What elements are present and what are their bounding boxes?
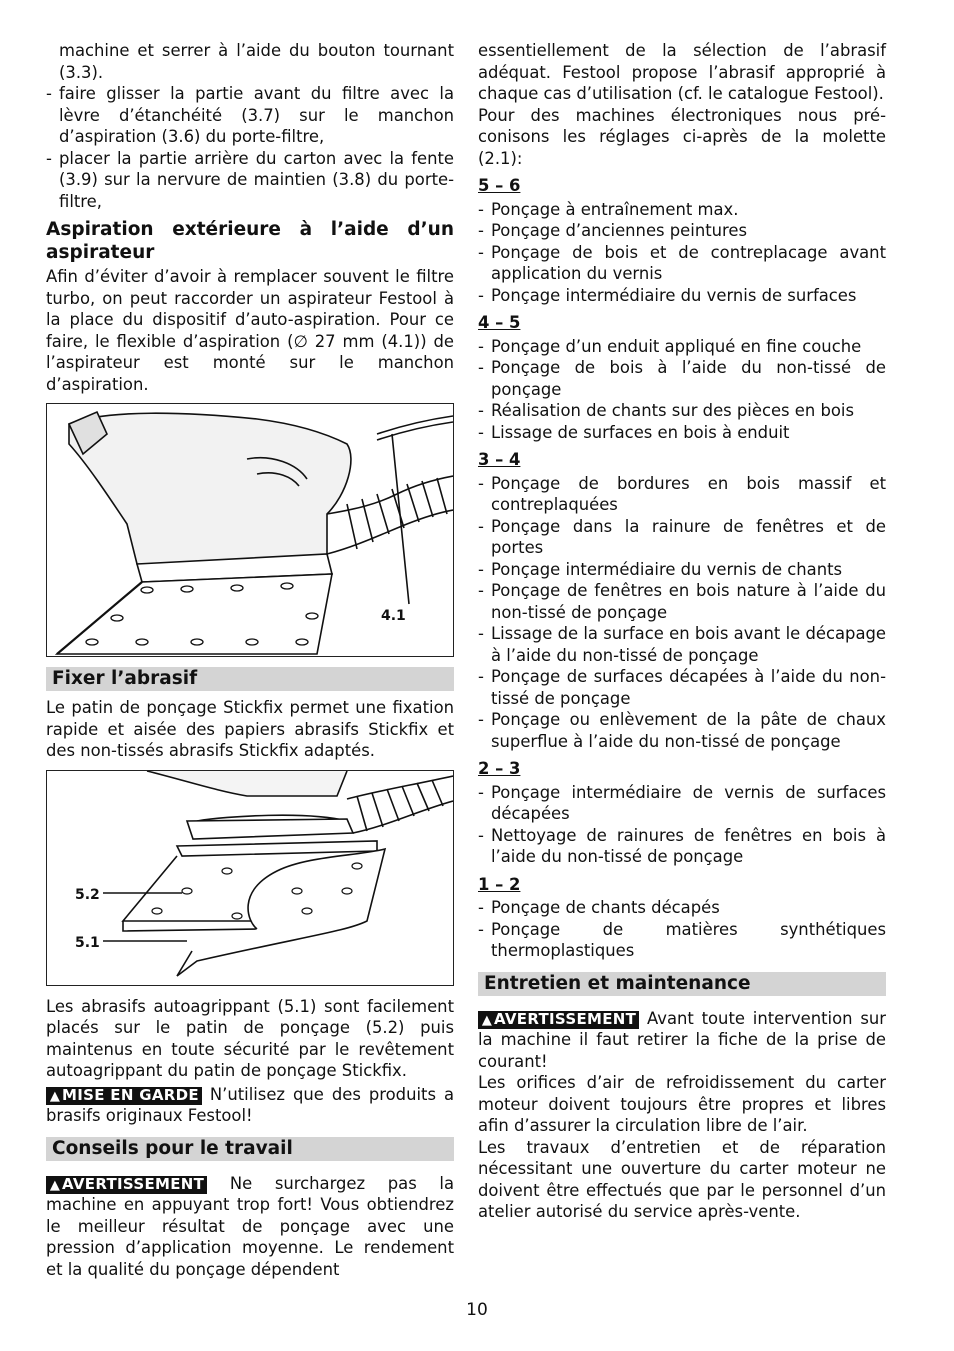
conseils-heading: Conseils pour le travail [46, 1137, 454, 1161]
aspiration-text: Afin d’éviter d’avoir à remplacer souvent le filtre turbo, on peut raccorder un aspirateur Festool à la place du dispositif d’auto-aspiration. Pour ce faire, le flexible d’aspiration (∅ 27 mm (4.1)) de l’aspirateur est monté sur le manchon d’aspiration. [46, 267, 454, 394]
list-item: - Ponçage ou enlèvement de la pâte de chaux superflue à l’aide du non-tissé de ponçage [478, 709, 886, 752]
left-column [46, 40, 454, 1280]
list-item: - Ponçage de matières synthétiques thermoplastiques [478, 919, 886, 962]
list-item: - Ponçage d’anciennes peintures [478, 220, 886, 242]
badge-label: MISE EN GARDE [62, 1085, 199, 1104]
warning-triangle-icon: ▲ [49, 1177, 61, 1193]
range-list [478, 897, 886, 962]
aspiration-heading: Aspiration extérieure à l’aide d’un aspirateur [46, 219, 454, 263]
avertissement-badge [46, 1176, 207, 1194]
range-list [478, 473, 886, 753]
range-label: 5 – 6 [478, 176, 521, 195]
range-label: 2 – 3 [478, 759, 521, 778]
list-item: - Ponçage de bois à l’aide du non-tissé de ponçage [478, 357, 886, 400]
list-item: - placer la partie arrière du carton avec la fente (3.9) sur la nervure de maintien (3.8) du porte-filtre, [46, 148, 454, 213]
range-list [478, 336, 886, 444]
page-number: 10 [466, 1300, 488, 1320]
range-label: 4 – 5 [478, 313, 521, 332]
callout-label-4-1: 4.1 [381, 608, 406, 624]
abrasifs-text: Les abrasifs autoagrippant (5.1) sont facilement placés sur le patin de ponçage (5.2) puis maintenus en toute sécurité par le revêtement autoagrippant du patin de ponçage Stickfix. [46, 996, 454, 1080]
entretien-warning-text: Avant toute intervention sur la machine il faut retirer la fiche de la prise de courant! [478, 1008, 886, 1071]
list-item: - Ponçage à entraînement max. [478, 199, 886, 221]
warning-triangle-icon: ▲ [481, 1012, 493, 1028]
entretien-heading: Entretien et maintenance [478, 972, 886, 996]
list-item: - Lissage de surfaces en bois à enduit [478, 422, 886, 444]
range-list [478, 199, 886, 307]
range-label: 3 – 4 [478, 450, 521, 469]
list-item: - Réalisation de chants sur des pièces en bois [478, 400, 886, 422]
right-column [478, 40, 886, 1223]
list-item: - Ponçage de chants décapés [478, 897, 886, 919]
avertissement-badge [478, 1011, 639, 1029]
stickfix-illustration [47, 771, 453, 985]
list-item: - Ponçage d’un enduit appliqué en fine couche [478, 336, 886, 358]
list-item: - Ponçage de surfaces décapées à l’aide du non-tissé de ponçage [478, 666, 886, 709]
entretien-paragraph-2: Les orifices d’air de refroidissement du carter moteur doivent toujours être propres et libres afin d’assurer la circulation libre de l’air. [478, 1073, 886, 1135]
warning-triangle-icon: ▲ [49, 1088, 61, 1104]
badge-label: AVERTISSEMENT [62, 1174, 205, 1193]
list-item: - Ponçage de bordures en bois massif et contreplaquées [478, 473, 886, 516]
entretien-warning-paragraph [478, 1008, 886, 1073]
list-item: - Nettoyage de rainures de fenêtres en bois à l’aide du non-tissé de ponçage [478, 825, 886, 868]
sander-hose-figure [46, 403, 454, 657]
list-item: - Ponçage intermédiaire du vernis de chants [478, 559, 886, 581]
range-label: 1 – 2 [478, 874, 521, 894]
conseils-paragraph [46, 1173, 454, 1281]
range-list [478, 782, 886, 868]
entretien-paragraph-3: Les travaux d’entretien et de réparation nécessitant une ouverture du carter moteur ne doivent être effectués que par le personnel d’un atelier autorisé du service après-vente. [478, 1137, 886, 1221]
fixer-text: Le patin de ponçage Stickfix permet une fixation rapide et aisée des papiers abrasifs Stickfix et des non-tissés abrasifs Stickfix adaptés. [46, 698, 454, 760]
continuation-text: essentiellement de la sélection de l’abrasif adéquat. Festool propose l’abrasif approprié à chaque cas d’utilisation (cf. le catalogue Festool). [478, 41, 886, 103]
list-item: - Ponçage intermédiaire de vernis de surfaces décapées [478, 782, 886, 825]
list-item: - Ponçage de fenêtres en bois nature à l’aide du non-tissé de ponçage [478, 580, 886, 623]
intro-paragraph: machine et serrer à l’aide du bouton tournant (3.3). [59, 41, 454, 82]
list-item: - Ponçage intermédiaire du vernis de surfaces [478, 285, 886, 307]
conseils-text: Ne surchargez pas la machine en appuyant trop fort! Vous obtiendrez le meilleur résultat de ponçage avec une pression d’application moyenne. Le rendement et la qualité du ponçage dépendent [46, 1173, 454, 1279]
badge-label: AVERTISSEMENT [494, 1009, 637, 1028]
callout-label-5-1: 5.1 [75, 934, 100, 951]
intro-list [46, 83, 454, 212]
list-item: - Ponçage de bois et de contreplacage avant application du vernis [478, 242, 886, 285]
list-item: - faire glisser la partie avant du filtre avec la lèvre d’étanchéité (3.7) sur le manchon d’aspiration (3.6) du porte-filtre, [46, 83, 454, 148]
mise-en-garde-badge [46, 1087, 202, 1105]
fixer-heading: Fixer l’abrasif [46, 667, 454, 691]
mise-en-garde-paragraph [46, 1084, 454, 1127]
list-item: - Ponçage dans la rainure de fenêtres et de portes [478, 516, 886, 559]
electronic-settings-text: Pour des machines électroniques nous pré-conisons les réglages ci-après de la molette (2.1): [478, 105, 886, 168]
stickfix-figure [46, 770, 454, 986]
callout-label-5-2: 5.2 [75, 886, 100, 903]
list-item: - Lissage de la surface en bois avant le décapage à l’aide du non-tissé de ponçage [478, 623, 886, 666]
mise-en-garde-text: N’utilisez que des produits a brasifs originaux Festool! [46, 1084, 454, 1125]
